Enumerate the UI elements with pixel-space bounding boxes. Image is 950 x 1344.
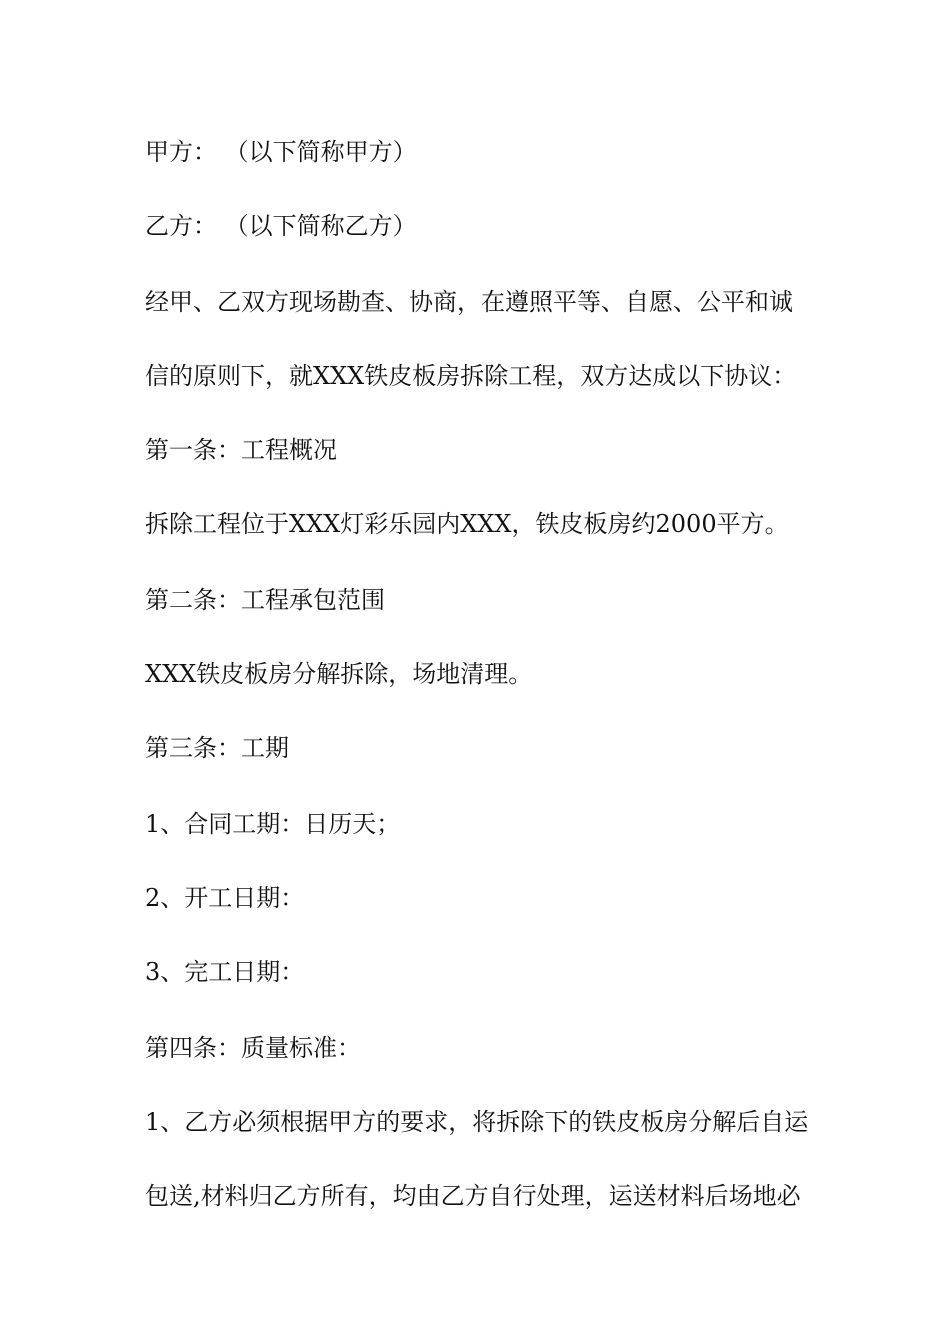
party-a-line: 甲方： （以下简称甲方） [145,138,417,166]
intro-paragraph-line-1: 经甲、乙双方现场勘查、协商，在遵照平等、自愿、公平和诚 [145,288,793,316]
intro-paragraph-line-2: 信的原则下，就XXX铁皮板房拆除工程，双方达成以下协议： [145,362,797,390]
article-3-item-1: 1、合同工期：日历天； [145,810,401,838]
article-2-text: XXX铁皮板房分解拆除，场地清理。 [145,660,533,688]
article-4-heading: 第四条：质量标准： [145,1034,361,1062]
article-1-heading: 第一条：工程概况 [145,436,337,464]
article-1-text: 拆除工程位于XXX灯彩乐园内XXX，铁皮板房约2000平方。 [145,510,789,538]
article-3-item-2: 2、开工日期： [145,884,305,912]
article-3-heading: 第三条：工期 [145,734,289,762]
article-2-heading: 第二条：工程承包范围 [145,586,385,614]
party-b-line: 乙方： （以下简称乙方） [145,212,417,240]
article-4-item-1-line-2: 包送,材料归乙方所有，均由乙方自行处理，运送材料后场地必 [145,1182,801,1210]
article-3-item-3: 3、完工日期： [145,958,305,986]
article-4-item-1-line-1: 1、乙方必须根据甲方的要求，将拆除下的铁皮板房分解后自运 [145,1108,809,1136]
